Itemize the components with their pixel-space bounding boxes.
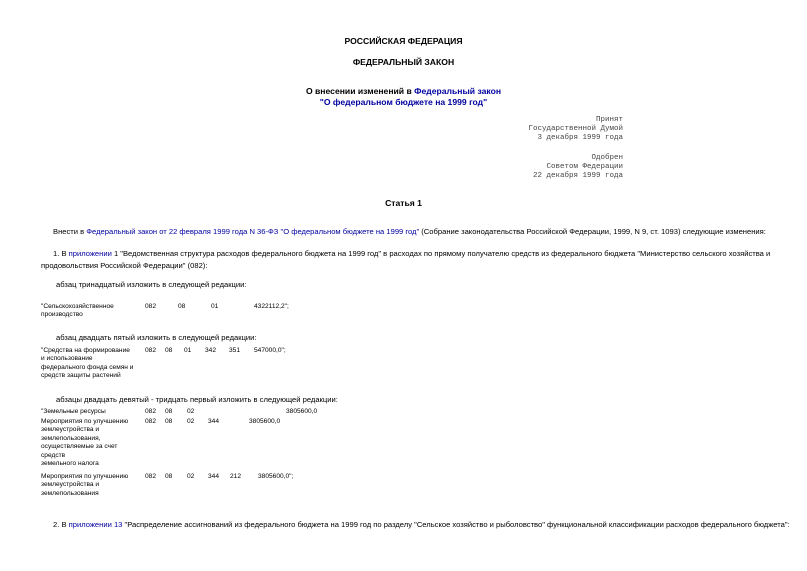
header-line-1: РОССИЙСКАЯ ФЕДЕРАЦИЯ (344, 36, 463, 46)
s3-r2-c1: 082 (145, 418, 157, 425)
adopted-line-3: 3 декабря 1999 года (537, 134, 623, 142)
s3-r3-c2: 08 (165, 473, 173, 480)
s2-name-l1: "Средства на формирование (41, 347, 130, 354)
s2-c2: 08 (165, 347, 173, 354)
s3-r3-c5: 212 (230, 473, 242, 480)
p3-prefix: 2. В (53, 520, 69, 529)
approved-line-2: Советом Федерации (546, 163, 623, 171)
s2-c1: 082 (145, 347, 157, 354)
s2-name-l2: и использование (41, 355, 93, 363)
header-line-2: ФЕДЕРАЛЬНЫЙ ЗАКОН (352, 57, 455, 67)
title-prefix: О внесении изменений в (305, 86, 415, 96)
s3-r2-name-l6: земельного налога (41, 460, 99, 468)
s2-c3: 01 (184, 347, 192, 354)
approved-line-3: 22 декабря 1999 года (532, 172, 623, 180)
s3-r3-name-l3: землепользования (41, 489, 99, 497)
article-heading: Статья 1 (385, 198, 422, 208)
s3-r1-val: 3805600,0 (286, 408, 318, 415)
section-29-31-heading: абзацы двадцать девятый - тридцать первый изложить в следующей редакции: (56, 395, 338, 404)
s3-r2-name (41, 418, 128, 468)
s3-r1-c2: 08 (165, 408, 173, 415)
s3-r2-name-l4: осуществляемые за счет (41, 443, 118, 451)
s3-r2-c2: 08 (165, 418, 173, 425)
appendix-13-link[interactable]: приложении 13 (68, 520, 123, 529)
s1-c1: 082 (145, 303, 157, 310)
s1-val: 4322112,2"; (254, 303, 289, 310)
law-name-link[interactable]: "О федеральном бюджете на 1999 год" (280, 227, 420, 236)
s3-r2-name-l5: средств (41, 451, 66, 459)
s2-name-l3: федерального фонда семян и (41, 363, 134, 371)
s2-val: 547000,0"; (254, 347, 286, 354)
s2-name-l4: средств защиты растений (41, 372, 121, 380)
p2-prefix: 1. В (53, 249, 69, 258)
paragraph-item-1 (53, 248, 770, 260)
p2-line1: 1 "Ведомственная структура расходов федерального бюджета на 1999 год" в расходах по прямому получателю средств из федерального бюджета "Министерство сельского хозяйства и (111, 249, 771, 258)
paragraph-intro (53, 226, 766, 238)
s3-r2-val: 3805600,0 (249, 418, 281, 425)
s3-r3-c1: 082 (145, 473, 157, 480)
adopted-line-1: Принят (595, 116, 623, 124)
s3-r2-name-l2: землеустройства и (41, 426, 100, 434)
section-25-heading: абзац двадцать пятый изложить в следующей редакции: (56, 333, 257, 342)
adopted-block (423, 116, 623, 143)
s3-r3-name-l1: Мероприятия по улучшению (41, 473, 129, 480)
paragraph-item-1-cont: продовольствия Российской Федерации" (082): (41, 261, 208, 270)
law-reference-link[interactable]: Федеральный закон от 22 февраля 1999 года N 36-ФЗ (86, 227, 279, 236)
s3-r3-name (41, 473, 128, 498)
s3-r3-c4: 344 (208, 473, 220, 480)
appendix-1-link[interactable]: приложении (68, 249, 112, 258)
s3-r1-c3: 02 (187, 408, 195, 415)
s1-row-name-l1: "Сельскохозяйственное (41, 303, 114, 310)
section-13-heading: абзац тринадцатый изложить в следующей редакции: (56, 280, 247, 289)
p3-suffix: "Распределение ассигнований из федерального бюджета на 1999 год по разделу "Сельское хозяйство и рыболовство" функциональной классификации расходов федерального бюджета": (122, 520, 790, 529)
title-law-name-link[interactable]: "О федеральном бюджете на 1999 год" (319, 97, 488, 107)
s3-r2-c3: 02 (187, 418, 195, 425)
approved-line-1: Одобрен (591, 154, 623, 162)
s3-r3-val: 3805600,0"; (258, 473, 294, 480)
s3-r2-name-l1: Мероприятия по улучшению (41, 418, 129, 425)
s1-row-name (41, 303, 114, 320)
s3-r1-name: "Земельные ресурсы (41, 408, 106, 415)
s3-r3-c3: 02 (187, 473, 195, 480)
p1-suffix: (Собрание законодательства Российской Федерации, 1999, N 9, ст. 1093) следующие изменения: (419, 227, 766, 236)
s1-c2: 08 (178, 303, 186, 310)
s1-c3: 01 (211, 303, 219, 310)
adopted-line-2: Государственной Думой (528, 125, 623, 133)
s3-r3-name-l2: землеустройства и (41, 481, 100, 489)
s2-c4: 342 (205, 347, 217, 354)
title-law-link[interactable]: Федеральный закон (414, 86, 502, 96)
s3-r2-c4: 344 (208, 418, 220, 425)
s2-c5: 351 (229, 347, 241, 354)
s3-r2-name-l3: землепользования, (41, 434, 101, 442)
s1-row-name-l2: производство (41, 311, 83, 319)
s3-r1-c1: 082 (145, 408, 157, 415)
s2-row-name (41, 347, 133, 381)
paragraph-item-2 (53, 519, 790, 531)
p1-prefix: Внести в (53, 227, 87, 236)
approved-block (423, 154, 623, 181)
document-title (0, 86, 807, 96)
